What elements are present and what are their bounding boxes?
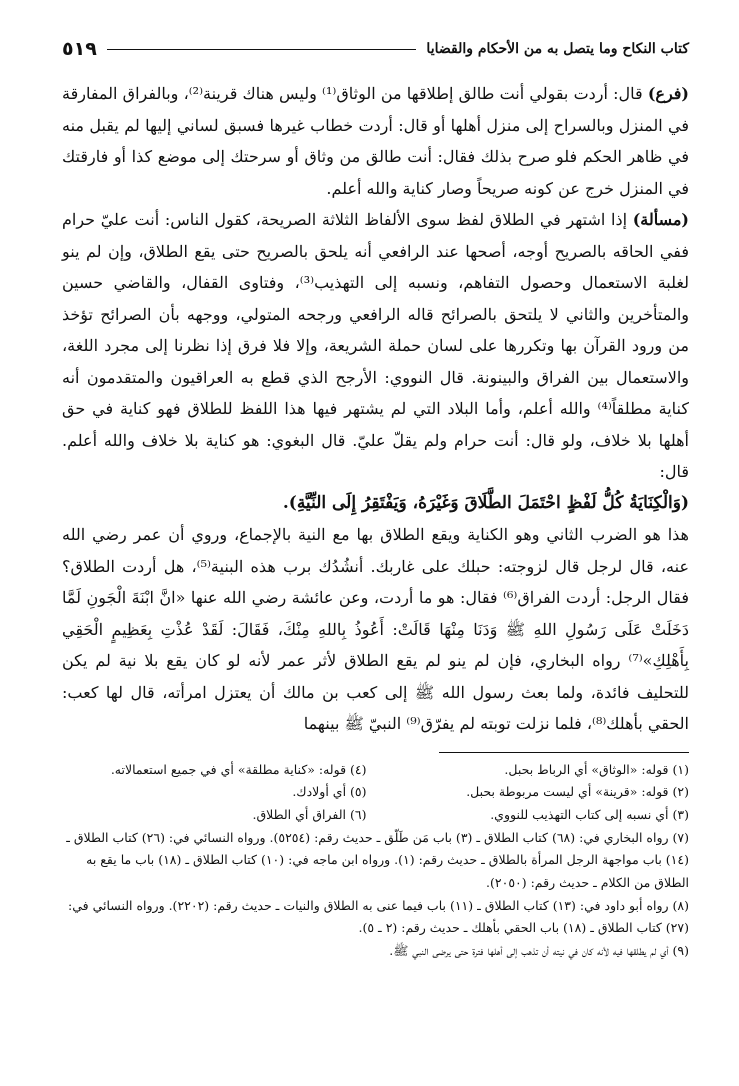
paragraph-far	[62, 78, 689, 204]
footnote-separator	[439, 752, 689, 753]
header-rule	[107, 49, 417, 50]
footnote: (٥) أي أولادك.	[292, 784, 367, 800]
paragraph-text: قال: أردت بقولي أنت طالق إطلاقها من الوثاق⁽¹⁾ وليس هناك قرينة⁽²⁾، وبالفراق المفارقة في المنزل وبالسراح إلى منزل أهلها أو قال: أردت خطاب غيرها فسبق لساني إليها لم يقبل منه في ظاهر الحكم فلو صرح بذلك فقال: أنت طالق من وثاق أو سرحتك إلى موضع كذا أو فارقتك في المنزل خرج عن كونه صريحاً وصار كناية والله أعلم.	[62, 84, 689, 198]
footnote: (٧) رواه البخاري في: (٦٨) كتاب الطلاق ـ (٣) باب مَن طَلّق ـ حديث رقم: (٥٢٥٤). ورواه النسائي في: (٢٦) كتاب الطلاق ـ (١٤) باب مواجهة الرجل المرأة بالطلاق ـ حديث رقم: (١). ورواه ابن ماجه في: (١٠) كتاب الطلاق ـ (١٨) باب ما يقع به الطلاق من الكلام ـ حديث رقم: (٢٠٥٠).	[66, 829, 689, 891]
paragraph-lead: (مسألة)	[632, 210, 689, 229]
book-page	[62, 34, 689, 1066]
main-text	[62, 78, 689, 740]
chapter-title: كتاب النكاح وما يتصل به من الأحكام والقضايا	[426, 41, 689, 57]
footnote: (٩) أي لم يطلقها فيه لأنه كان في نيته أن تذهب إلى أهلها فترة حتى يرضى النبي ﷺ.	[389, 943, 689, 959]
page-number: ٥١٩	[62, 38, 97, 60]
paragraph-masala	[62, 204, 689, 488]
matn-quote: (وَالْكِنَايَةُ كُلُّ لَفْظٍ احْتَمَلَ الطَّلَاقَ وَغَيْرَهُ، وَيَفْتَقِرُ إِلَى النِّيَّةِ).	[282, 492, 689, 513]
footnote: (٨) رواه أبو داود في: (١٣) كتاب الطلاق ـ (١١) باب فيما عنى به الطلاق والنيات ـ حديث رقم: (٢٢٠٢). ورواه النسائي في: (٢٧) كتاب الطلاق ـ (١٨) باب الحقي بأهلك ـ حديث رقم: (٢ ـ ٥).	[68, 897, 689, 936]
footnotes	[62, 759, 689, 963]
running-header	[62, 34, 689, 64]
footnote: (١) قوله: «الوثاق» أي الرباط بحبل.	[504, 761, 689, 777]
paragraph-lead: (فرع)	[647, 84, 689, 103]
paragraph-kinaya: هذا هو الضرب الثاني وهو الكناية ويقع الطلاق بها مع النية بالإجماع، وروي أن عمر رضي الله عنه، قال لرجل قال لزوجته: حبلك على غاربك. أنشُدُك برب هذه البنية⁽⁵⁾، هل أردت الطلاق؟ فقال الرجل: أردت الفراق⁽⁶⁾ فقال: هو ما أردت، وعن عائشة رضي الله عنها «انَّ ابْنَةَ الْجَونِ لَمَّا دَخَلَتْ عَلَى رَسُولِ اللهِ ﷺ وَدَنَا مِنْهَا قَالَتْ: أَعُوذُ بِاللهِ مِنْكَ، فَقَالَ: لَقَدْ عُذْتِ بِعَظِيمٍ الْحَقِي بِأَهْلِكِ»⁽⁷⁾ رواه البخاري، فإن لم ينو لم يقع الطلاق لأثر عمر لأنه لو كان يقع بلا نية لم يكن للتحليف فائدة، ولما بعث رسول الله ﷺ إلى كعب بن مالك أن يعتزل امرأته، قال لها كعب: الحقي بأهلك⁽⁸⁾، فلما نزلت توبته لم يفرّق⁽⁹⁾ النبيّ ﷺ بينهما	[62, 525, 690, 733]
footnote: (٤) قوله: «كناية مطلقة» أي في جميع استعمالاته.	[110, 761, 367, 777]
footnote: (٢) قوله: «قرينة» أي ليست مربوطة بحبل.	[466, 784, 689, 800]
footnotes-short	[62, 759, 689, 827]
footnote: (٣) أي نسبه إلى كتاب التهذيب للنووي.	[490, 806, 689, 822]
footnote: (٦) الفراق أي الطلاق.	[252, 806, 367, 822]
paragraph-text: إذا اشتهر في الطلاق لفظ سوى الألفاظ الثلاثة الصريحة، كقول الناس: أنت عليّ حرام ففي الحاقه بالصريح أوجه، أصحها عند الرافعي أنه يلحق بالصريح حتى يقع الطلاق، وإن لم ينو لغلبة الاستعمال وحصول التفاهم، ونسبه إلى التهذيب⁽³⁾، وفتاوى القفال، والقاضي حسين والمتأخرين والثاني لا يلتحق بالصرائح قاله الرافعي ورجحه المتولي، ووجهه بأن الصرائح تؤخذ من ورود القرآن بها وتكررها على لسان حملة الشريعة، وإلا فلا فرق إذا نظرنا إلى مجرد اللغة، والاستعمال بين الفراق والبينونة. قال النووي: الأرجح الذي قطع به العراقيون والمتقدمون أنه كناية مطلقاً⁽⁴⁾ والله أعلم، وأما البلاد التي لم يشتهر فيها هذا اللفظ للطلاق فهو كناية في حق أهلها بلا خلاف، ولو قال: أنت حرام ولم يقلّ عليّ. قال البغوي: هو كناية بلا خلاف والله أعلم. قال:	[62, 210, 690, 481]
